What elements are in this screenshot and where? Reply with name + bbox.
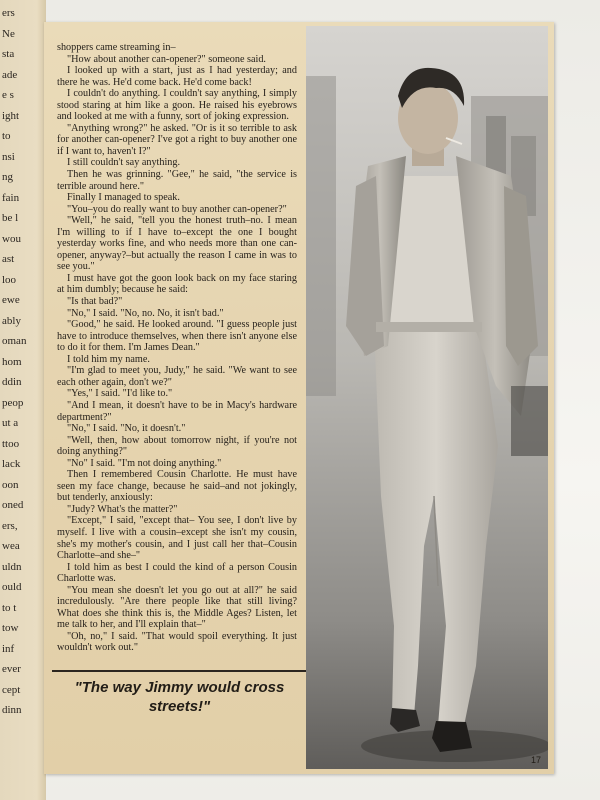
left-page-text-fragment: ers [2,7,15,19]
left-page-text-fragment: ever [2,663,21,675]
left-page-text-fragment: ttoo [2,437,20,450]
left-page-text-fragment: to [2,130,11,142]
left-page-text-fragment: ddin [2,376,22,388]
left-page-text-fragment: ably [2,314,21,327]
left-page-text-fragment: dinn [2,704,22,716]
left-page-text-fragment: loo [2,273,17,286]
left-page-text-fragment: ers, [2,519,18,532]
left-page-text-fragment: ewe [2,294,20,306]
article-paragraph: Then I remembered Cousin Charlotte. He must have seen my face change, because he said–and not jokingly, but tenderly, anxiously: [57,469,297,504]
article-text-column [57,42,297,682]
caption-divider [52,670,307,672]
left-page-text-fragment: cept [2,683,21,696]
article-paragraph: I must have got the goon look back on my face staring at him dumbly; because he said: [57,272,297,296]
left-page-text-fragment: peop [2,396,24,409]
man-walking-photo [306,26,548,769]
left-page-text-fragment: be l [2,212,19,224]
article-paragraph: I looked up with a start, just as I had yesterday; and there he was. He'd come back. He'd come back! [57,65,297,88]
article-paragraph: I told him my name. [67,353,150,365]
left-page-text-fragment: Ne [2,27,15,40]
left-page-text-fragment: ould [2,581,22,593]
left-page-text-fragment: oned [2,499,24,511]
article-paragraph: shoppers came streaming in– [57,42,176,53]
article-paragraph: "I'm glad to meet you, Judy," he said. "We want to see each other again, don't we?" [57,365,297,388]
article-paragraph: "Except," I said, "except that– You see, I don't live by myself. I live with a cousin–except she isn't my cousin, she's my mother's cousin, and I just call her that–Cousin Charlotte–and she–" [57,515,297,562]
article-paragraph: "No" I said. "I'm not doing anything." [67,457,222,469]
article-paragraph: I still couldn't say anything. [67,157,181,169]
left-page-text-fragment: ng [2,171,13,183]
article-paragraph: "You mean she doesn't let you go out at all?" he said incredulously. "Are there people like that still living? What does she think this is, the Middle Ages? Listen, let me talk to her, and I'll explain that–" [57,584,297,631]
article-paragraph: "Well, then, how about tomorrow night, if you're not doing anything?" [57,434,297,458]
left-page-text-fragment: oon [2,478,19,491]
left-page-text-fragment: ut a [2,417,19,429]
magazine-page [44,22,554,774]
article-paragraph: "Yes," I said. "I'd like to." [67,388,173,400]
article-paragraph: "Anything wrong?" he asked. "Or is it so terrible to ask for another can-opener? I've got a right to buy another one if I want to, haven't I?" [57,122,297,157]
article-paragraph: "You–you do really want to buy another can-opener?" [67,203,287,215]
article-paragraph: "And I mean, it doesn't have to be in Macy's hardware department?" [57,399,297,423]
article-paragraph: "No," I said. "No, no. No, it isn't bad." [67,307,224,319]
photo-illustration [306,26,548,769]
left-page-text-fragment: tow [2,622,19,634]
article-paragraph: Finally I managed to speak. [67,192,180,204]
left-page-text-fragment: wou [2,232,21,245]
left-page-text-fragment: uldn [2,560,22,573]
left-page-text-fragment: e s [2,89,14,101]
article-paragraph: "How about another can-opener?" someone said. [67,53,266,65]
article-paragraph: I told him as best I could the kind of a person Cousin Charlotte was. [57,561,297,585]
article-paragraph: "No," I said. "No, it doesn't." [67,423,186,435]
article-paragraph: "Judy? What's the matter?" [67,503,178,515]
left-page-text-fragment: fain [2,191,20,204]
article-paragraph: "Is that bad?" [67,296,123,308]
article-paragraph: I couldn't do anything. I couldn't say anything, I simply stood staring at him like a goon. He raised his eyebrows and looked at me with a funny, sort of joking expression. [57,88,297,123]
article-paragraph: "Good," he said. He looked around. "I guess people just have to introduce themselves, when there isn't anyone else to do it for them. I'm James Dean." [57,319,297,354]
left-page-text-fragment: ight [2,109,20,122]
page-number: 17 [531,755,542,765]
left-page-text-fragment: inf [2,642,15,655]
article-paragraph: "Well," he said, "tell you the honest truth–no. I mean I'm willing to if I have to–except the one I bought yesterday works fine, and who needs more than one can-opener, anyway?–but actually the reason I came in was to see you." [57,215,297,273]
left-page-text-fragment: lack [2,458,21,470]
left-page-text-fragment: hom [2,355,22,368]
photo-caption: "The way Jimmy would cross streets!" [74,679,285,715]
left-page-text-fragment: wea [2,540,20,552]
left-page-text-fragment: nsi [2,150,15,163]
left-page-edge [0,0,46,800]
left-page-text-fragment: sta [2,48,15,60]
left-page-text-fragment: oman [2,335,27,347]
article-paragraph: Then he was grinning. "Gee," he said, "the service is terrible around here." [57,169,297,192]
left-page-text-fragment: to t [2,601,17,614]
left-page-text-fragment: ade [2,68,18,81]
left-page-text-fragment: ast [2,253,15,265]
article-paragraph: "Oh, no," I said. "That would spoil everything. It just wouldn't work out." [57,630,297,654]
